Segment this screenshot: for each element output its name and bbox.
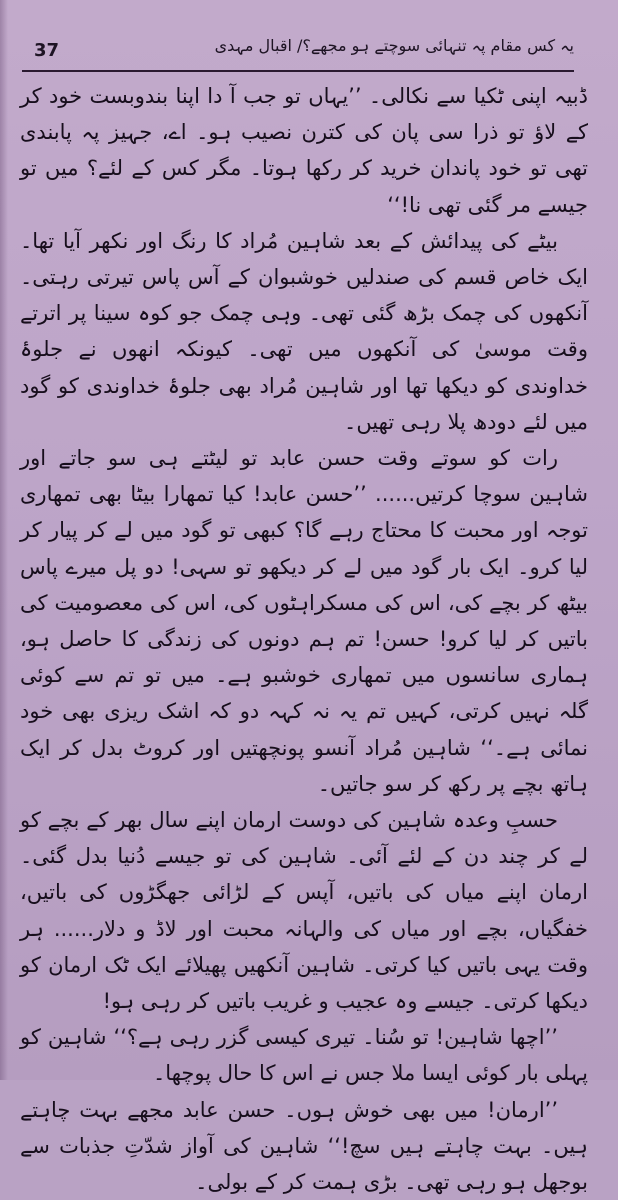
- paragraph: ’’ارمان! میں بھی خوش ہوں۔ حسن عابد مجھے بہت چاہتے ہیں۔ بہت چاہتے ہیں سچ!‘‘ شاہین کی آواز شدّتِ جذبات سے بوجھل ہو رہی تھی۔ بڑی ہمت کر کے بولی۔: [20, 1097, 588, 1195]
- paragraph: رات کو سوتے وقت حسن عابد تو لیٹتے ہی سو جاتے اور شاہین سوچا کرتیں...... ’’حسن عابد! کیا تمھارا بیٹا بھی تمھاری توجہ اور محبت کا محتاج رہے گا؟ کبھی تو گود میں لے کر پیار کر لیا کرو۔ ایک بار گود میں لے کر دیکھو تو سہی! دو پل میرے پاس بیٹھ کر بچے کی، اس کی مسکراہٹوں کی، اس کی معصومیت کی باتیں کر لیا کرو! حسن! تم ہم دونوں کی زندگی کا حاصل ہو، ہماری سانسوں میں تمھاری خوشبو ہے۔ میں تو تم سے کوئی گلہ نہیں کرتی، کہیں تم یہ نہ کہہ دو کہ اشک ریزی بھی خود نمائی ہے۔‘‘ شاہین مُراد آنسو پونچھتیں اور کروٹ بدل کر ایک ہاتھ بچے پر رکھ کر سو جاتیں۔: [20, 446, 588, 796]
- paragraph: ڈبیہ اپنی ٹکیا سے نکالی۔ ’’یہاں تو جب آ دا اپنا بندوبست خود کر کے لاؤ تو ذرا سی پان کی کترن نصیب ہو۔ اے، جہیز پہ پابندی تھی تو خود پاندان خرید کر رکھا ہوتا۔ مگر کس کے لئے؟ میں تو جیسے مر گئی تھی نا!‘‘: [20, 84, 588, 217]
- paragraph: بیٹے کی پیدائش کے بعد شاہین مُراد کا رنگ اور نکھر آیا تھا۔ ایک خاص قسم کی صندلیں خوشبوان کے آس پاس تیرتی رہتی۔ آنکھوں کی چمک بڑھ گئی تھی۔ وہی چمک جو کوہ سینا پر اترتے وقت موسیٰ کی آنکھوں میں تھی۔ کیونکہ انھوں نے جلوۂ خداوندی کو دیکھا تھا اور شاہین مُراد بھی جلوۂ خداوندی کو گود میں لئے دودھ پلا رہی تھیں۔: [20, 228, 588, 434]
- page-body: [20, 78, 588, 1195]
- running-head: یہ کس مقام پہ تنہائی سوچتے ہو مجھے؟/ اقبال مہدی: [214, 36, 574, 55]
- paragraph: حسبِ وعدہ شاہین کی دوست ارمان اپنے سال بھر کے بچے کو لے کر چند دن کے لئے آئی۔ شاہین کی تو جیسے دُنیا بدل گئی۔ ارمان اپنے میاں کی باتیں، آپس کے لڑائی جھگڑوں کی باتیں، خفگیاں، بچے اور میاں کی والہانہ محبت اور لاڈ و دلار...... ہر وقت یہی باتیں کیا کرتی۔ شاہین آنکھیں پھیلائے ایک ٹک ارمان کو دیکھا کرتی۔ جیسے وہ عجیب و غریب باتیں کر رہی ہو!: [20, 808, 588, 1014]
- page-number: 37: [34, 40, 60, 61]
- paragraph: ’’اچھا شاہین! تو سُنا۔ تیری کیسی گزر رہی ہے؟‘‘ شاہین کو پہلی بار کوئی ایسا ملا جس نے اس کا حال پوچھا۔: [20, 1025, 588, 1086]
- page-header: [22, 34, 574, 72]
